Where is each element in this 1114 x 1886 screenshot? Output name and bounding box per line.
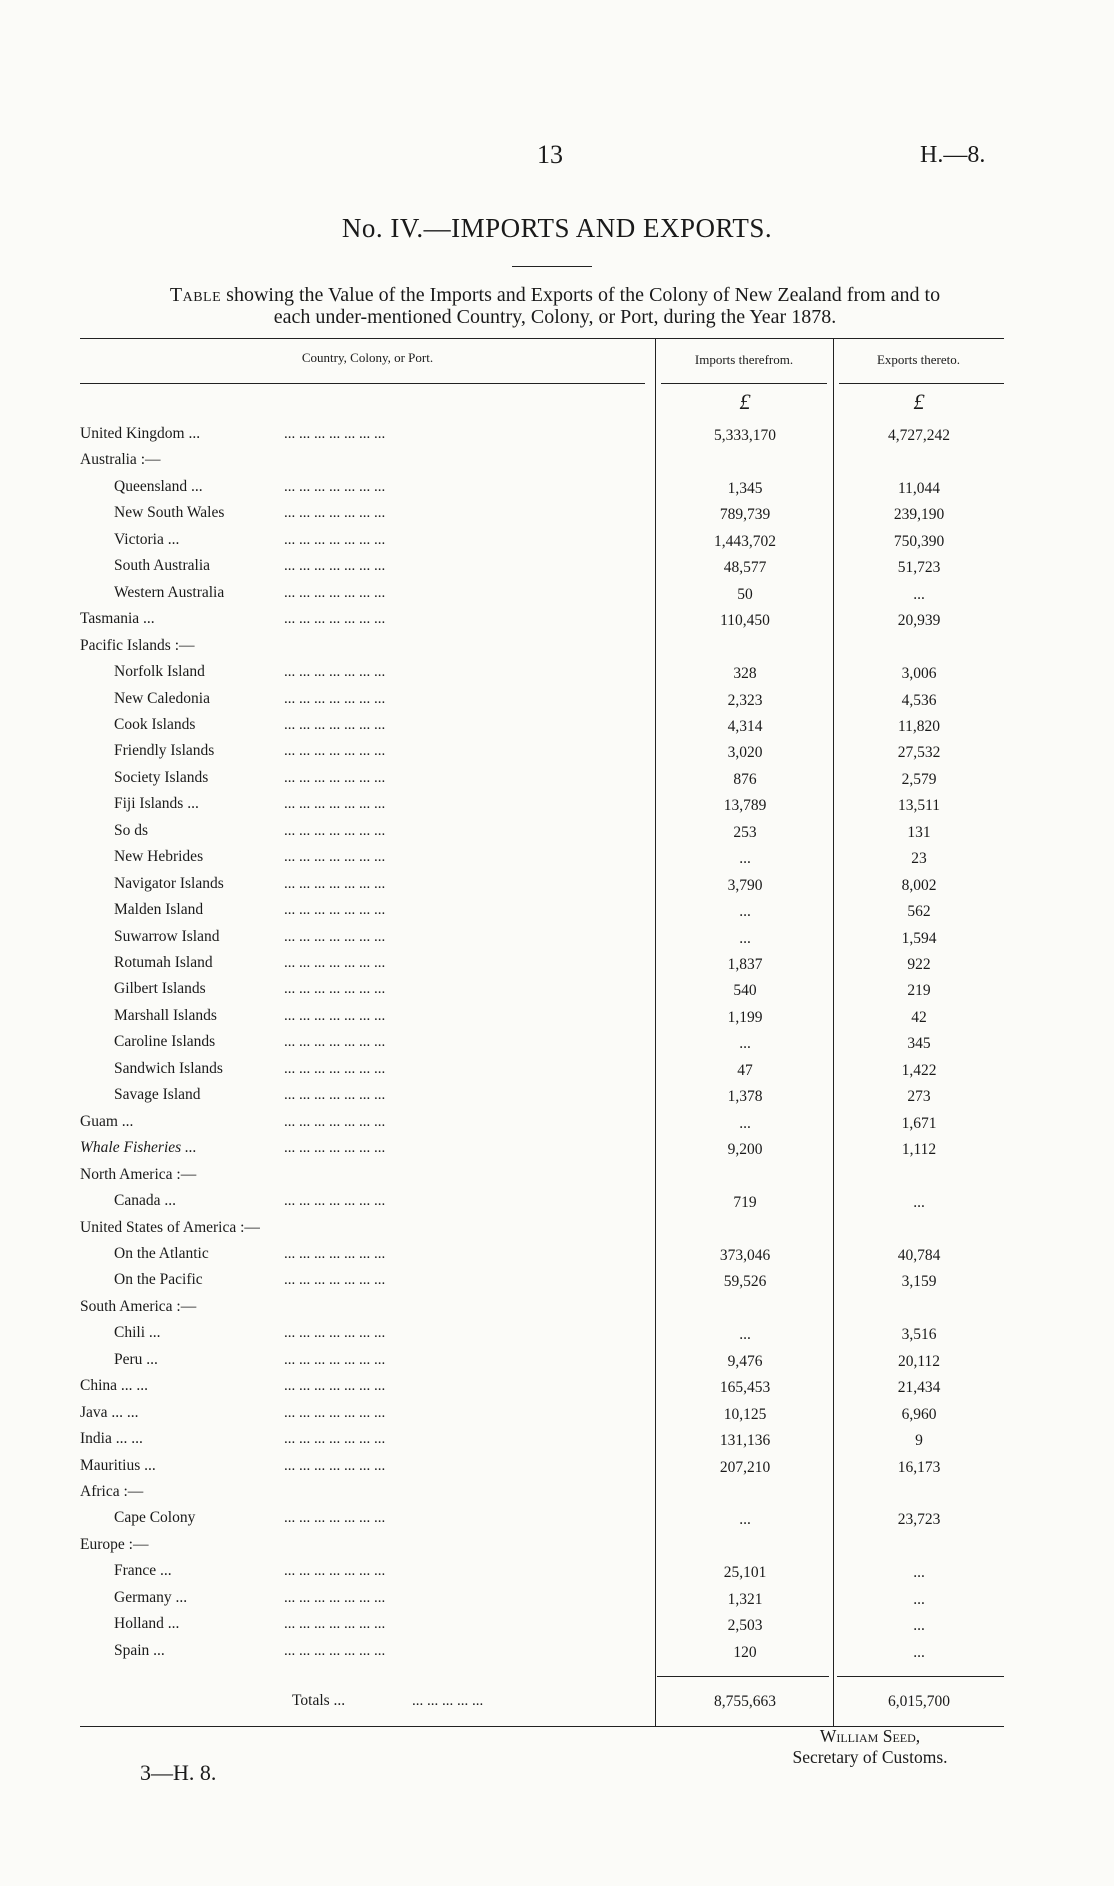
leader-dots: ... ... ... ... ... ... ... — [284, 1563, 386, 1580]
country-name: Society Islands — [114, 768, 209, 786]
country-name: Canada ... — [114, 1192, 176, 1210]
country-name: Victoria ... — [114, 530, 180, 548]
imports-value: 165,453 — [719, 1379, 771, 1397]
country-name: Cook Islands — [114, 715, 196, 733]
exports-value: ... — [913, 585, 925, 603]
leader-dots: ... ... ... ... ... ... ... — [284, 426, 386, 442]
country-name: Peru ... — [114, 1350, 158, 1368]
country-name: Norfolk Island — [114, 663, 205, 681]
country-name: Germany ... — [114, 1588, 188, 1606]
totals-exports: 6,015,700 — [888, 1693, 950, 1711]
country-name: France ... — [114, 1562, 172, 1580]
exports-value: ... — [913, 1194, 925, 1212]
imports-value: 253 — [733, 823, 757, 841]
leader-dots: ... ... ... ... ... ... ... — [284, 478, 386, 495]
country-name: Gilbert Islands — [114, 980, 206, 998]
imports-value: ... — [739, 1511, 751, 1529]
country-name: Caroline Islands — [114, 1033, 216, 1051]
totals-leader-dots: ... ... ... ... ... — [412, 1693, 484, 1710]
imports-value: 1,837 — [727, 956, 763, 973]
leader-dots: ... ... ... ... ... ... ... — [284, 664, 386, 681]
imports-value: ... — [739, 903, 751, 921]
imports-value: 47 — [737, 1061, 753, 1079]
header-country: Country, Colony, or Port. — [301, 350, 434, 365]
signatory-title: Secretary of Customs. — [792, 1747, 948, 1767]
imports-value: ... — [739, 1114, 751, 1132]
country-name: China ... ... — [80, 1377, 149, 1395]
exports-value: 3,006 — [901, 665, 937, 683]
country-name: India ... ... — [80, 1430, 143, 1448]
exports-value: 1,422 — [901, 1061, 937, 1079]
leader-dots: ... ... ... ... ... ... ... — [284, 796, 386, 813]
country-name: Europe :— — [80, 1535, 149, 1553]
country-name: United States of America :— — [80, 1218, 260, 1236]
imports-value: ... — [739, 850, 751, 868]
currency-symbol-exports: £ — [913, 389, 925, 414]
exports-value: 131 — [907, 823, 931, 841]
country-name: Chili ... — [114, 1324, 161, 1342]
leader-dots: ... ... ... ... ... ... ... — [284, 716, 386, 733]
imports-value: ... — [739, 1326, 751, 1344]
totals-rule-left — [657, 1676, 829, 1677]
imports-value: 10,125 — [723, 1405, 767, 1423]
imports-value: 1,378 — [727, 1088, 763, 1106]
imports-value: 50 — [737, 585, 753, 603]
page-number: 13 — [537, 140, 563, 169]
imports-value: 789,739 — [719, 506, 771, 524]
exports-value: 3,159 — [901, 1273, 937, 1291]
imports-value: ... — [739, 1035, 751, 1053]
country-name: New Hebrides — [114, 848, 204, 866]
imports-value: 876 — [733, 770, 757, 788]
page-title: No. IV.—IMPORTS AND EXPORTS. — [341, 213, 773, 243]
exports-value: 51,723 — [897, 559, 941, 577]
leader-dots: ... ... ... ... ... ... ... — [284, 1378, 386, 1395]
leader-dots: ... ... ... ... ... ... ... — [284, 1431, 386, 1448]
leader-dots: ... ... ... ... ... ... ... — [284, 1616, 386, 1633]
country-name: South America :— — [80, 1297, 197, 1315]
imports-value: 1,443,702 — [714, 532, 776, 550]
exports-value: 1,671 — [901, 1114, 937, 1132]
country-name: Savage Island — [114, 1086, 201, 1104]
exports-value: 16,173 — [897, 1458, 941, 1476]
leader-dots: ... ... ... ... ... ... ... — [284, 1060, 386, 1077]
leader-dots: ... ... ... ... ... ... ... — [284, 1325, 386, 1342]
caption-lead: Table — [169, 284, 222, 306]
title-rule — [512, 266, 592, 267]
leader-dots: ... ... ... ... ... ... ... — [284, 1351, 386, 1368]
leader-dots: ... ... ... ... ... ... ... — [284, 1140, 386, 1157]
leader-dots: ... ... ... ... ... ... ... — [284, 1034, 386, 1051]
country-name: Spain ... — [114, 1641, 165, 1659]
totals-rule-right — [837, 1676, 1004, 1677]
table-bottom-rule — [80, 1726, 1004, 1727]
totals-imports: 8,755,663 — [714, 1693, 776, 1711]
exports-value: 219 — [907, 982, 931, 1000]
country-name: Pacific Islands :— — [80, 636, 195, 654]
exports-value: 11,044 — [897, 479, 941, 497]
exports-value: 562 — [907, 903, 931, 921]
exports-value: 3,516 — [901, 1326, 937, 1344]
country-name: Cape Colony — [114, 1509, 196, 1527]
table-top-rule — [80, 338, 1004, 339]
leader-dots: ... ... ... ... ... ... ... — [284, 1007, 386, 1024]
exports-value: 922 — [907, 956, 931, 973]
imports-value: 3,020 — [727, 744, 763, 762]
country-name: Queensland ... — [114, 477, 203, 495]
exports-value: 1,112 — [901, 1141, 937, 1159]
exports-value: 40,784 — [897, 1246, 941, 1264]
country-name: Western Australia — [114, 583, 225, 601]
header-exports: Exports thereto. — [876, 352, 961, 367]
imports-value: 5,333,170 — [714, 427, 776, 444]
exports-value: 20,939 — [897, 612, 941, 630]
header-bottom-rule-left — [80, 383, 645, 384]
country-name: So ds — [114, 821, 149, 839]
header-bottom-rule-mid — [661, 383, 827, 384]
country-name: Rotumah Island — [114, 954, 213, 971]
exports-value: 4,727,242 — [888, 427, 950, 444]
exports-value: 27,532 — [897, 744, 941, 762]
exports-value: 21,434 — [897, 1379, 941, 1397]
leader-dots: ... ... ... ... ... ... ... — [284, 1087, 386, 1104]
imports-value: 1,345 — [727, 479, 763, 497]
leader-dots: ... ... ... ... ... ... ... — [284, 1193, 386, 1210]
exports-value: ... — [913, 1617, 925, 1635]
imports-value: 13,789 — [723, 797, 767, 815]
country-name: Malden Island — [114, 901, 204, 919]
imports-value: 2,323 — [727, 691, 763, 709]
column-divider-1 — [655, 338, 656, 1726]
leader-dots: ... ... ... ... ... ... ... — [284, 1589, 386, 1606]
country-name: Fiji Islands ... — [114, 795, 199, 813]
country-name: Navigator Islands — [114, 874, 224, 892]
exports-value: 13,511 — [897, 797, 941, 815]
leader-dots: ... ... ... ... ... ... ... — [284, 1245, 386, 1262]
imports-value: 207,210 — [719, 1458, 771, 1476]
exports-value: 750,390 — [893, 532, 945, 550]
imports-value: 4,314 — [727, 717, 763, 735]
exports-value: ... — [913, 1643, 925, 1661]
country-name: New Caledonia — [114, 689, 210, 707]
caption-line2: each under-mentioned Country, Colony, or Port, during the Year 1878. — [273, 306, 837, 328]
country-name: North America :— — [80, 1165, 197, 1183]
imports-value: 373,046 — [719, 1246, 771, 1264]
leader-dots: ... ... ... ... ... ... ... — [284, 981, 386, 998]
imports-value: 48,577 — [723, 559, 767, 577]
country-name: On the Pacific — [114, 1271, 203, 1289]
leader-dots: ... ... ... ... ... ... ... — [284, 1113, 386, 1130]
country-name: Africa :— — [80, 1483, 144, 1500]
exports-value: 239,190 — [893, 506, 945, 524]
imports-value: 120 — [733, 1643, 757, 1661]
country-name: Marshall Islands — [114, 1006, 217, 1024]
leader-dots: ... ... ... ... ... ... ... — [284, 690, 386, 707]
leader-dots: ... ... ... ... ... ... ... — [284, 955, 386, 971]
country-name: Australia :— — [80, 451, 161, 469]
country-name: United Kingdom ... — [80, 425, 201, 442]
signature — [740, 1726, 1000, 1768]
exports-value: 11,820 — [897, 717, 941, 735]
leader-dots: ... ... ... ... ... ... ... — [284, 928, 386, 945]
country-name: Tasmania ... — [80, 610, 155, 628]
country-name: On the Atlantic — [114, 1244, 209, 1262]
exports-value: 1,594 — [901, 929, 937, 947]
exports-value: 4,536 — [901, 691, 937, 709]
exports-value: 42 — [911, 1008, 927, 1026]
exports-value: ... — [913, 1564, 925, 1582]
imports-value: 110,450 — [720, 612, 770, 630]
leader-dots: ... ... ... ... ... ... ... — [284, 558, 386, 575]
leader-dots: ... ... ... ... ... ... ... — [284, 584, 386, 601]
imports-value: ... — [739, 929, 751, 947]
document-code: H.—8. — [920, 142, 986, 168]
exports-value: 2,579 — [901, 770, 937, 788]
leader-dots: ... ... ... ... ... ... ... — [284, 743, 386, 760]
table-caption — [95, 284, 1015, 328]
imports-value: 59,526 — [723, 1273, 767, 1291]
totals-label: Totals ... — [292, 1692, 346, 1710]
imports-value: 25,101 — [723, 1564, 767, 1582]
country-name: Friendly Islands — [114, 742, 215, 760]
exports-value: ... — [913, 1590, 925, 1608]
imports-value: 3,790 — [727, 876, 763, 894]
country-name: New South Wales — [114, 504, 225, 522]
exports-value: 20,112 — [897, 1352, 941, 1370]
leader-dots: ... ... ... ... ... ... ... — [284, 822, 386, 839]
exports-value: 345 — [907, 1035, 931, 1053]
exports-value: 6,960 — [901, 1405, 937, 1423]
imports-value: 1,199 — [727, 1008, 763, 1026]
imports-value: 1,321 — [727, 1590, 763, 1608]
imports-value: 2,503 — [727, 1617, 763, 1635]
exports-value: 23 — [911, 850, 927, 868]
leader-dots: ... ... ... ... ... ... ... — [284, 1642, 386, 1659]
exports-value: 9 — [915, 1432, 923, 1450]
country-name: Suwarrow Island — [114, 927, 220, 945]
exports-value: 23,723 — [897, 1511, 941, 1529]
imports-value: 131,136 — [719, 1432, 771, 1450]
country-name: Mauritius ... — [80, 1456, 156, 1474]
signatory-name: William Seed, — [819, 1726, 921, 1746]
country-name: Sandwich Islands — [114, 1059, 223, 1077]
country-name: Guam ... — [80, 1112, 134, 1130]
header-bottom-rule-right — [839, 383, 1004, 384]
header-imports: Imports therefrom. — [694, 352, 794, 367]
country-name: Holland ... — [114, 1615, 180, 1633]
exports-value: 8,002 — [901, 876, 937, 894]
imports-value: 9,200 — [727, 1141, 763, 1159]
leader-dots: ... ... ... ... ... ... ... — [284, 875, 386, 892]
leader-dots: ... ... ... ... ... ... ... — [284, 505, 386, 522]
leader-dots: ... ... ... ... ... ... ... — [284, 531, 386, 548]
currency-symbol-imports: £ — [739, 389, 751, 414]
exports-value: 273 — [907, 1088, 931, 1106]
imports-value: 540 — [733, 982, 757, 1000]
leader-dots: ... ... ... ... ... ... ... — [284, 1457, 386, 1474]
country-name: Java ... ... — [80, 1403, 139, 1421]
leader-dots: ... ... ... ... ... ... ... — [284, 1272, 386, 1289]
footer-code: 3—H. 8. — [140, 1760, 217, 1785]
leader-dots: ... ... ... ... ... ... ... — [284, 611, 386, 628]
leader-dots: ... ... ... ... ... ... ... — [284, 769, 386, 786]
caption-line1: showing the Value of the Imports and Exports of the Colony of New Zealand from and to — [226, 284, 941, 306]
imports-value: 719 — [733, 1194, 757, 1212]
column-divider-2 — [833, 338, 834, 1726]
imports-value: 9,476 — [727, 1352, 763, 1370]
leader-dots: ... ... ... ... ... ... ... — [284, 1510, 386, 1527]
leader-dots: ... ... ... ... ... ... ... — [284, 1404, 386, 1421]
leader-dots: ... ... ... ... ... ... ... — [284, 849, 386, 866]
country-name: South Australia — [114, 557, 211, 575]
imports-value: 328 — [733, 665, 757, 683]
country-name: Whale Fisheries ... — [80, 1139, 197, 1157]
leader-dots: ... ... ... ... ... ... ... — [284, 902, 386, 919]
